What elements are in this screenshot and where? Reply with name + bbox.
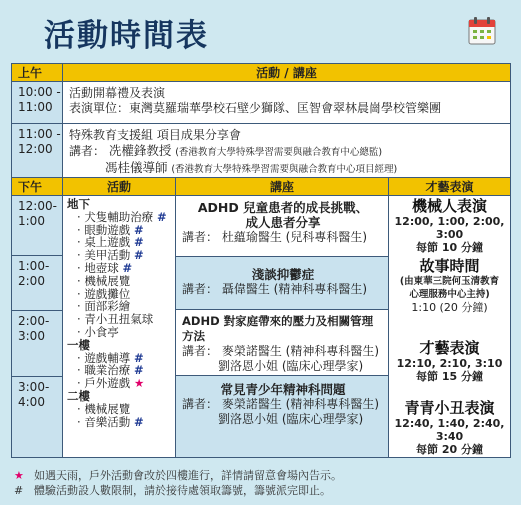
performance-3: 才藝表演 12:10, 2:10, 3:10 每節 15 分鐘 — [396, 339, 503, 383]
bullet-icon: · — [77, 235, 85, 250]
activity-label: 遊戲攤位 — [84, 286, 131, 301]
activity-label: 青小丑扭氣球 — [84, 312, 154, 327]
calendar-icon — [467, 16, 497, 46]
pm-talk-header: 講座 — [176, 178, 389, 196]
activity-label: 眼動遊戲 — [84, 222, 131, 237]
activity-item — [67, 416, 175, 429]
performance-column — [389, 196, 511, 458]
am-event-2: 特殊教育支援組 項目成果分享會 講者： 冼權鋒教授 (香港教育大學特殊學習需要與融合教育中心總監) 馮桂儀導師 (香港教育大學特殊學習需要與融合教育中心項目經理) — [63, 124, 511, 178]
am-header: 上午 — [12, 64, 63, 82]
hash-marker: # — [133, 363, 144, 378]
am-event-1: 活動開幕禮及表演 表演單位：東灣莫羅瑞華學校石壁少獅隊、匡智會翠林晨崗學校管樂團 — [63, 82, 511, 124]
pm-time-4: 3:00- 4:00 — [18, 380, 50, 409]
schedule-table — [11, 63, 511, 458]
activity-label: 犬隻輔助治療 — [84, 209, 154, 224]
hash-marker: # — [122, 260, 133, 275]
hash-marker: # — [133, 248, 144, 263]
activity-list — [63, 196, 176, 458]
hash-marker: # — [133, 222, 144, 237]
floor-ground-label: 地下 — [67, 197, 90, 211]
activity-label: 美甲活動 — [84, 248, 131, 263]
am-time-2: 11:00 - 12:00 — [12, 124, 63, 178]
activity-label: 地壺球 — [84, 260, 119, 275]
talk-3: ADHD 對家庭帶來的壓力及相關管理方法 講者： 麥榮諾醫生 (精神科專科醫生) 劉洛恩小姐 (臨床心理學家) — [176, 310, 388, 376]
activity-label: 遊戲輔導 — [84, 350, 131, 365]
performance-2: 故事時間 (由東華三院何玉清教育 心理服務中心主持) 1:10 (20 分鐘) — [399, 257, 500, 314]
performance-1: 機械人表演 12:00, 1:00, 2:00, 3:00 每節 10 分鐘 — [394, 197, 505, 254]
bullet-icon: · — [77, 324, 85, 339]
bullet-icon: · — [77, 209, 85, 224]
bullet-icon: · — [77, 401, 85, 416]
activity-label: 音樂活動 — [84, 414, 131, 429]
talk-column — [176, 196, 389, 458]
am-time-1: 10:00 - 11:00 — [12, 82, 63, 124]
activity-label: 桌上遊戲 — [84, 235, 131, 250]
hash-marker: # — [133, 414, 144, 429]
star-marker: ★ — [133, 376, 145, 391]
bullet-icon: · — [77, 350, 85, 365]
note-rain: ★ 如遇天雨，戶外活動會改於四樓進行，詳情請留意會場內告示。 — [14, 469, 342, 482]
talk-2: 淺談抑鬱症 講者： 聶偉醫生 (精神科專科醫生) — [176, 257, 388, 310]
pm-time-1: 12:00- 1:00 — [12, 196, 62, 256]
bullet-icon: · — [77, 248, 85, 263]
performance-4: 青青小丑表演 12:40, 1:40, 2:40, 3:40 每節 20 分鐘 — [394, 399, 505, 456]
activity-label: 戶外遊戲 — [84, 376, 131, 391]
page-title: 活動時間表 — [44, 18, 209, 54]
activity-label: 職業治療 — [84, 363, 131, 378]
pm-time-column — [12, 196, 63, 458]
activity-label: 面部彩繪 — [84, 299, 131, 314]
bullet-icon: · — [77, 376, 85, 391]
pm-performance-header: 才藝表演 — [389, 178, 511, 196]
note-quota: # 體驗活動設人數限制，請於接待處領取籌號，籌號派完即止。 — [14, 484, 331, 497]
talk-4: 常見青少年精神科問題 講者： 麥榮諾醫生 (精神科專科醫生) 劉洛恩小姐 (臨床心理學家) — [176, 376, 388, 457]
bullet-icon: · — [77, 414, 85, 429]
floor-2-label: 二樓 — [67, 388, 90, 403]
bullet-icon: · — [77, 312, 85, 327]
activity-label: 機械展覽 — [84, 273, 131, 288]
hash-marker: # — [133, 235, 144, 250]
activity-label: 小食亭 — [84, 324, 119, 339]
activity-label: 機械展覽 — [84, 401, 131, 416]
pm-activity-header: 活動 — [63, 178, 176, 196]
bullet-icon: · — [77, 299, 85, 314]
bullet-icon: · — [77, 222, 85, 237]
am-activity-header: 活動 / 講座 — [63, 64, 511, 82]
pm-time-2: 1:00- 2:00 — [12, 256, 62, 311]
bullet-icon: · — [77, 273, 85, 288]
bullet-icon: · — [77, 363, 85, 378]
hash-marker: # — [133, 350, 144, 365]
pm-time-3: 2:00- 3:00 — [12, 311, 62, 377]
activity-item — [67, 326, 175, 339]
bullet-icon: · — [77, 260, 85, 275]
floor-1-label: 一樓 — [67, 337, 90, 352]
pm-header: 下午 — [12, 178, 63, 196]
talk-1: ADHD 兒童患者的成長挑戰、 成人患者分享 講者： 杜蘊瑜醫生 (兒科專科醫生) — [176, 196, 388, 257]
hash-marker: # — [156, 209, 167, 224]
footnotes — [14, 468, 342, 498]
bullet-icon: · — [77, 286, 85, 301]
